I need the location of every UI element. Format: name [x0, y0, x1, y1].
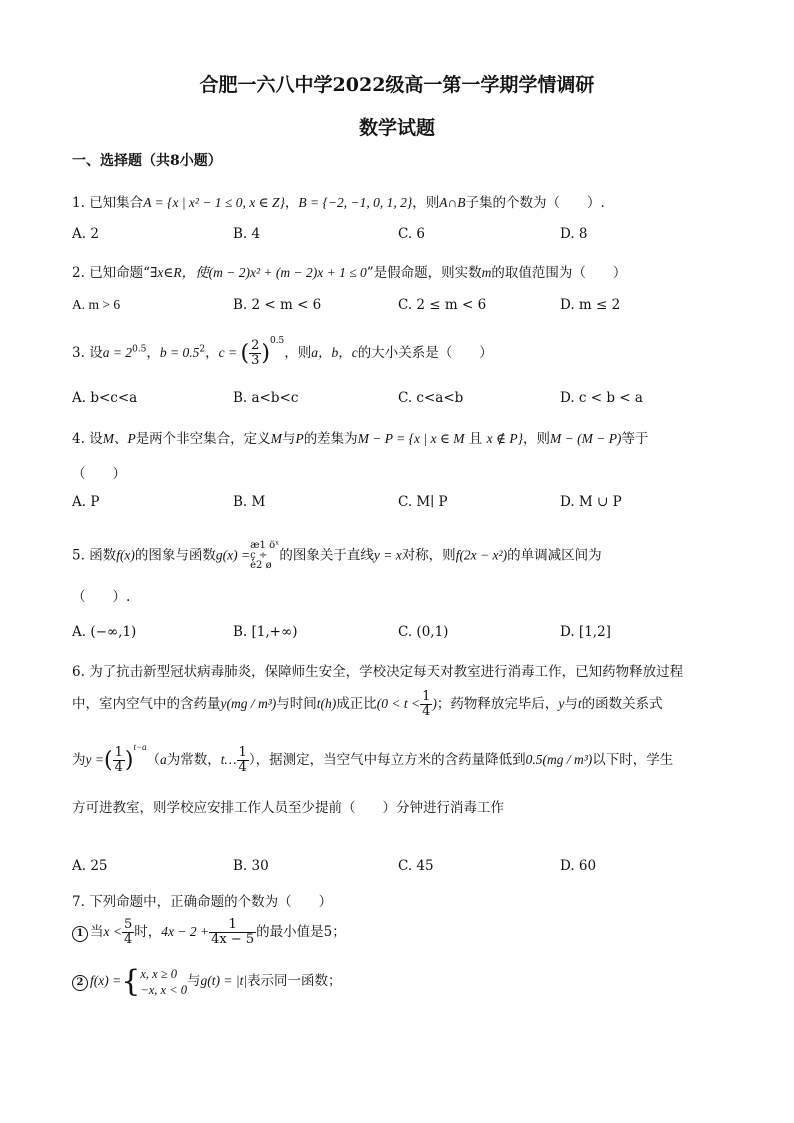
question-4 [72, 427, 648, 447]
option-b: B. a<b<c [233, 390, 299, 406]
option-c: C. (0,1) [398, 624, 449, 640]
question-7-item-1 [72, 918, 346, 947]
case-1: x, x ≥ 0 [140, 966, 178, 981]
option-d: D. c < b < a [560, 390, 643, 406]
question-text: （ [146, 752, 161, 768]
question-text: 的差集为 [303, 431, 358, 447]
denominator: 4 [238, 760, 247, 775]
question-5-blank: （ ）. [72, 589, 131, 605]
math-expr: a = 2 [102, 345, 133, 360]
denominator: 4x − 5 [211, 932, 255, 947]
option-a: A. (−∞,1) [72, 624, 137, 640]
math-expr: A∩B [439, 195, 466, 210]
question-text: ， [284, 195, 299, 211]
question-text: 与 [281, 431, 296, 447]
question-number: 6. [72, 664, 85, 680]
question-2 [72, 261, 626, 281]
exponent: 2 [199, 344, 206, 355]
question-text: 是两个非空集合，定义 [135, 431, 271, 447]
math-expr: b = 0.5 [159, 345, 200, 360]
denominator: 4 [123, 932, 133, 947]
numerator: 1 [114, 745, 123, 760]
question-6-line1 [72, 660, 683, 680]
numerator: 1 [209, 918, 256, 933]
option-d: D. 8 [560, 226, 588, 242]
question-text: 设 [89, 431, 103, 447]
option-b: B. 30 [233, 858, 269, 874]
math-expr: y = [85, 752, 104, 767]
question-7 [72, 890, 332, 910]
garbled-mid: ç ÷ [250, 550, 268, 561]
question-text: 成正比 [336, 696, 377, 712]
math-expr: 0.5(mg / m³) [525, 752, 593, 767]
option-d: D. M ∪ P [560, 494, 622, 510]
option-c: C. 6 [398, 226, 426, 242]
option-a: A. 25 [72, 858, 108, 874]
math-expr: y [558, 696, 565, 711]
question-text: 设 [89, 345, 103, 361]
question-number: 7. [72, 894, 85, 910]
question-6-line4: 方可进教室，则学校应安排工作人员至少提前（ ）分钟进行消毒工作 [72, 800, 504, 816]
circled-number-icon: 2 [72, 975, 88, 991]
question-text: 的图象与函数 [134, 547, 216, 564]
math-expr: B = {−2, −1, 0, 1, 2} [298, 195, 413, 210]
math-expr: P [295, 431, 304, 446]
question-text: 等于 [621, 431, 649, 447]
math-expr: f(x) [116, 547, 135, 563]
question-text: ），据测定，当空气中每立方米的含药量降低到 [248, 752, 526, 768]
question-text: 的单调减区间为 [507, 547, 602, 564]
question-text: 与 [187, 973, 201, 989]
question-7-item-2 [72, 964, 342, 999]
question-text: 且 [464, 431, 487, 447]
math-expr: g(t) = |t| [200, 973, 248, 988]
numerator: 1 [422, 689, 431, 704]
math-expr: c = [218, 345, 241, 360]
question-text: 与时间 [276, 696, 317, 712]
question-text: 的最小值是5； [256, 924, 346, 940]
garbled-formula [250, 541, 279, 571]
question-text: 以下时，学生 [592, 752, 674, 768]
fraction [209, 918, 256, 947]
math-expr: ∃x∈R，使(m − 2)x² + (m − 2)x + 1 ≤ 0 [150, 265, 367, 280]
exam-title: 合肥一六八中学2022级高一第一学期学情调研 [199, 74, 595, 96]
question-text: 中，室内空气中的含药量 [72, 696, 221, 712]
exponent: 0.5 [269, 336, 285, 346]
option-b: B. [1,+∞) [233, 624, 298, 640]
math-expr: (0 < t < [376, 696, 421, 711]
math-expr: a [160, 752, 167, 767]
math-expr: ) [432, 696, 437, 711]
question-text: 子集的个数为（ ）. [465, 195, 605, 211]
question-number: 3. [72, 345, 85, 361]
option-d: D. m ≤ 2 [560, 297, 621, 313]
question-3: 3. 设$a = 2^{0.5}$，$b = 0.5^2$，c = ( $\frac{2}{3}$ )$^{0.5}$，则a，b，c的大小关系是（ ） [72, 336, 493, 368]
question-text: ；药物释放完毕后， [436, 696, 559, 712]
math-expr: P [127, 431, 136, 446]
option-d: D. 60 [560, 858, 597, 874]
math-expr: A = {x | x² − 1 ≤ 0, x ∈ Z} [143, 195, 285, 210]
numerator: 2 [251, 338, 260, 353]
piecewise-cases [140, 966, 187, 998]
math-expr: t [577, 696, 582, 711]
math-expr: x < [103, 924, 122, 939]
question-text: ，则 [412, 195, 440, 211]
option-b: B. M [233, 494, 266, 510]
fraction [420, 690, 432, 719]
fraction [122, 918, 134, 947]
math-expr: t… [220, 752, 237, 767]
question-1 [72, 191, 605, 211]
math-expr: x ∉ P} [486, 431, 523, 446]
numerator: 1 [238, 745, 247, 760]
math-expr: f(2x − x²) [455, 547, 508, 563]
section-heading: 一、选择题（共8小题） [72, 153, 222, 169]
option-c: C. 45 [398, 858, 434, 874]
math-expr: y = x [373, 547, 402, 563]
exam-subtitle: 数学试题 [358, 117, 435, 139]
option-a: A. b<c<a [72, 390, 138, 406]
case-2: −x, x < 0 [140, 982, 188, 997]
question-text: 的函数关系式 [581, 696, 663, 712]
math-expr: M − (M − P) [549, 431, 622, 446]
exponent: 0.5 [132, 344, 147, 355]
numerator: 5 [123, 917, 133, 932]
question-text: 的取值范围为（ ） [491, 265, 627, 281]
fraction [249, 339, 261, 368]
fraction [113, 746, 125, 775]
denominator: 4 [114, 760, 123, 775]
question-number: 1. [72, 195, 85, 211]
math-expr: y(mg / m³) [220, 696, 277, 711]
math-expr: a，b，c [311, 345, 358, 360]
option-a: A. m > 6 [72, 297, 121, 312]
question-text: 时， [134, 924, 162, 940]
question-6-line3: 为y =( $\frac{1}{4}$ )$^{t-a}$（a为常数，t… $\frac{1}{4}$ ），据测定，当空气中每立方米的含药量降低到0.5(mg / m³)以下时，学生 [72, 742, 674, 775]
question-text: 对称，则 [401, 547, 456, 564]
garbled-bot: è2 ø [250, 560, 272, 571]
question-text: ”是假命题，则实数 [366, 265, 482, 281]
question-text: 函数 [89, 547, 117, 564]
option-d: D. [1,2] [560, 624, 611, 640]
math-expr: M − P = {x | x ∈ M [357, 431, 465, 446]
question-text: 当 [90, 924, 104, 940]
question-text: 的大小关系是（ ） [357, 345, 493, 361]
math-expr: m [481, 265, 492, 280]
question-text: ，则 [522, 431, 550, 447]
garbled-top: æ1 öˣ [250, 540, 280, 551]
fraction [237, 746, 249, 775]
question-text: 与 [564, 696, 578, 712]
question-text: 为了抗击新型冠状病毒肺炎，保障师生安全，学校决定每天对教室进行消毒工作，已知药物释放过程 [89, 664, 684, 680]
question-text: 已知集合 [89, 195, 144, 211]
math-expr: M [102, 431, 114, 446]
option-b: B. 2 < m < 6 [233, 297, 322, 313]
denominator: 3 [251, 353, 260, 368]
math-expr: g(x) = [215, 547, 251, 563]
question-text: 已知命题“ [89, 265, 151, 281]
option-a: A. P [72, 494, 100, 510]
question-text: ，则 [284, 345, 312, 361]
question-6-line2 [72, 690, 663, 719]
math-expr: 4x − 2 + [161, 924, 210, 939]
question-text: ， [146, 345, 160, 361]
question-number: 4. [72, 431, 85, 447]
question-number: 5. [72, 547, 85, 564]
question-text: 表示同一函数； [247, 973, 342, 989]
option-a: A. 2 [72, 226, 99, 242]
math-expr: t(h) [316, 696, 337, 711]
question-number: 2. [72, 265, 85, 281]
option-b: B. 4 [233, 226, 261, 242]
option-c: C. 2 ≤ m < 6 [398, 297, 487, 313]
option-c: C. M∣ P [398, 494, 448, 510]
question-text: 为 [72, 752, 86, 768]
question-text: 下列命题中，正确命题的个数为（ ） [89, 894, 333, 910]
brace-icon: { [121, 964, 141, 999]
circled-number-icon: 1 [72, 926, 88, 942]
math-expr: M [270, 431, 282, 446]
exponent: t−a [133, 742, 147, 752]
denominator: 4 [422, 704, 431, 719]
option-c: C. c<a<b [398, 390, 464, 406]
question-text: 的图象关于直线 [279, 547, 374, 564]
question-text: ， [205, 345, 219, 361]
question-text: 、 [113, 431, 128, 447]
math-expr: f(x) = [90, 973, 122, 988]
question-4-blank: （ ） [72, 466, 126, 482]
question-text: 为常数， [166, 752, 221, 768]
question-5 [72, 541, 602, 571]
